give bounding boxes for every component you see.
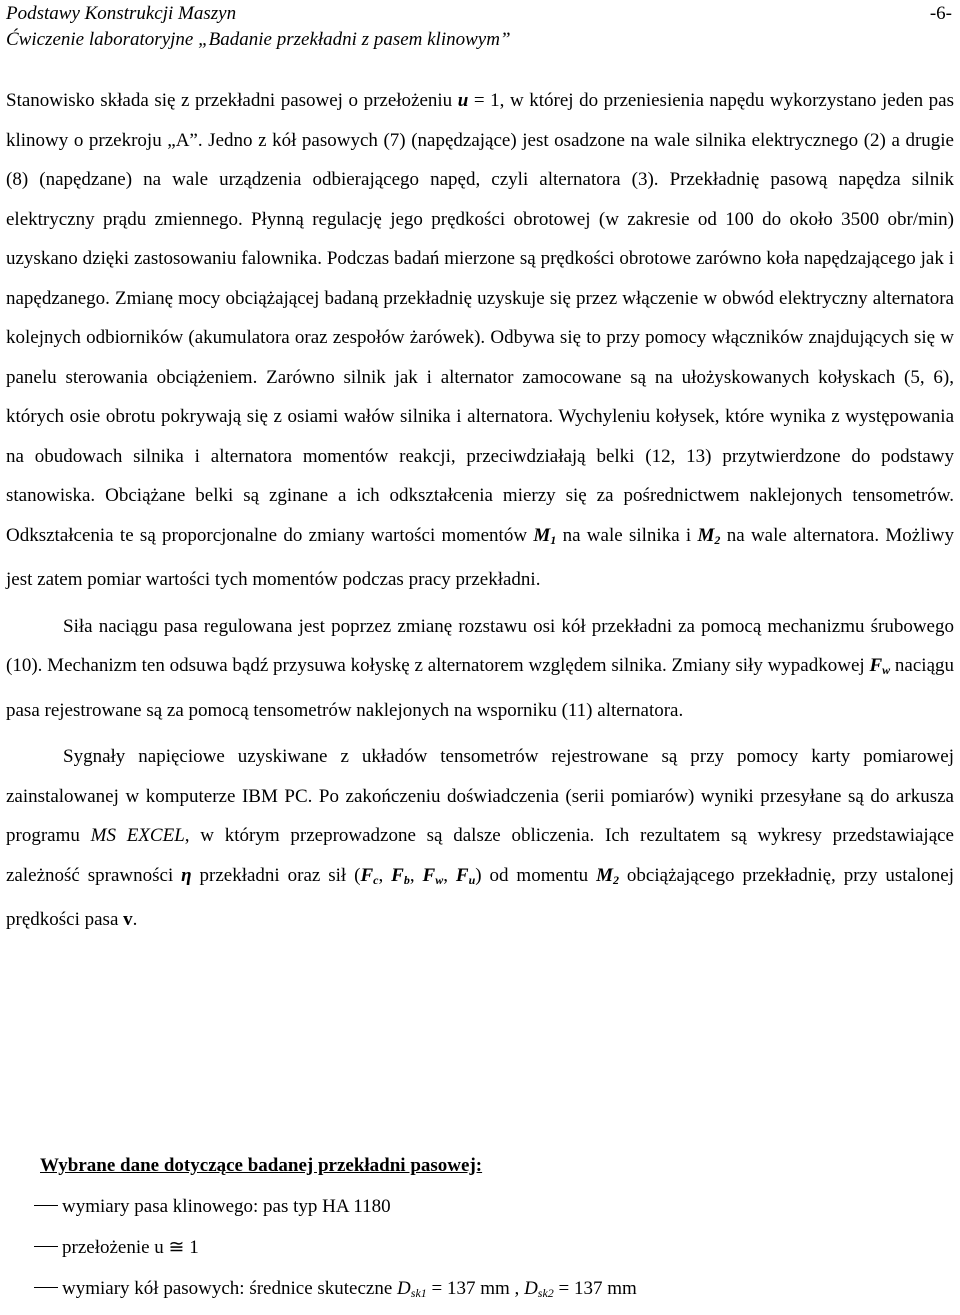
paragraph-stand-description: Stanowisko składa się z przekładni pasowej o przełożeniu u = 1, w której do przeniesienia napędu wykorzystano jeden pas klinowy o przekroju „A”. Jedno z kół pasowych (7) (napędzające) jest osadzone na wale silnika elektrycznego (2) a drugie (8) (napędzane) na wale urządzenia odbierającego napęd, czyli alternatora (3). Przekładnię pasową napędza silnik elektryczny prądu zmiennego. Płynną regulację jego prędkości obrotowej (w zakresie od 100 do około 3500 obr/min) uzyskano dzięki zastosowaniu falownika. Podczas badań mierzone są prędkości obrotowe zarówno koła napędzającego jak i napędzanego. Zmianę mocy obciążającej badaną przekładnię uzyskuje się przez włączenie w obwód elektryczny alternatora kolejnych odbiorników (akumulatora oraz zespołów żarówek). Odbywa się to przy pomocy włączników znajdujących się w panelu sterowania obciążeniem. Zarówno silnik jak i alternator zamocowane są na ułożyskowanych kołyskach (5, 6), których osie obrotu pokrywają się z osiami wałów silnika i alternatora. Wychyleniu kołysek, które wynika z występowania na obudowach silnika i alternatora momentów reakcji, przeciwdziałają belki (12, 13) przytwierdzone do podstawy stanowiska. Obciążane belki są zginane a ich odkształcenia mierzy się za pośrednictwem naklejonych tensometrów. Odkształcenia te są proporcjonalne do zmiany wartości momentów M1 na wale silnika i M2 na wale alternatora. Możliwy jest zatem pomiar wartości tych momentów podczas pracy przekładni. (6, 90, 955, 590)
section-heading: Wybrane dane dotyczące badanej przekładni pasowej: (40, 1155, 483, 1176)
symbol-fb: Fb (391, 864, 410, 887)
exercise-title: Ćwiczenie laboratoryjne „Badanie przekładni z pasem klinowym” (6, 29, 511, 50)
symbol-fw: Fw (422, 864, 444, 887)
document-title: Podstawy Konstrukcji Maszyn (6, 3, 237, 24)
paragraph-measurement: Sygnały napięciowe uzyskiwane z układów tensometrów rejestrowane są przy pomocy karty pomiarowej zainstalowanej w komputerze IBM PC. Po zakończeniu doświadczenia (serii pomiarów) wyniki przesyłane są do arkusza programu MS EXCEL, w którym przeprowadzone są dalsze obliczenia. Ich rezultatem są wykresy przedstawiające zależność sprawności η przekładni oraz sił (Fc, Fb, Fw, Fu) od momentu M2 obciążającego przekładnię, przy ustalonej prędkości pasa v. (6, 746, 955, 930)
paragraph-belt-tension: Siła naciągu pasa regulowana jest poprzez zmianę rozstawu osi kół przekładni za pomocą mechanizmu śrubowego (10). Mechanizm ten odsuwa bądź przysuwa kołyskę z alternatorem względem silnika. Zmiany siły wypadkowej Fw naciągu pasa rejestrowane są za pomocą tensometrów naklejonych na wsporniku (11) alternatora. (6, 615, 955, 721)
dash-bullet (34, 1246, 58, 1247)
symbol-eta: η (181, 864, 192, 886)
symbol-u: u (457, 90, 469, 111)
symbol-fc: Fc (360, 864, 379, 887)
list-item: wymiary pasa klinowego: pas typ HA 1180 (34, 1192, 934, 1233)
symbol-v: v (123, 909, 133, 930)
data-list (34, 1192, 934, 1315)
list-item: przełożenie u ≅ 1 (34, 1233, 934, 1274)
dash-bullet (34, 1205, 58, 1206)
symbol-fu: Fu (455, 864, 476, 887)
dash-bullet (34, 1287, 58, 1288)
page-number: -6- (929, 3, 952, 24)
symbol-m1: M1 (533, 524, 557, 547)
symbol-m2: M2 (596, 864, 620, 887)
symbol-fw: Fw (869, 655, 891, 677)
symbol-dsk1: $D_{sk1}$ (397, 1278, 427, 1300)
page-header (6, 1, 956, 53)
list-item: wymiary kół pasowych: średnice skuteczne $D_{sk1} = 137$ mm , $D_{sk2} = 137$ mm (34, 1274, 934, 1315)
symbol-dsk2: $D_{sk2}$ (524, 1278, 554, 1300)
symbol-m2: M2 (697, 524, 721, 547)
program-name: MS EXCEL (90, 825, 185, 846)
document-body (6, 81, 954, 940)
